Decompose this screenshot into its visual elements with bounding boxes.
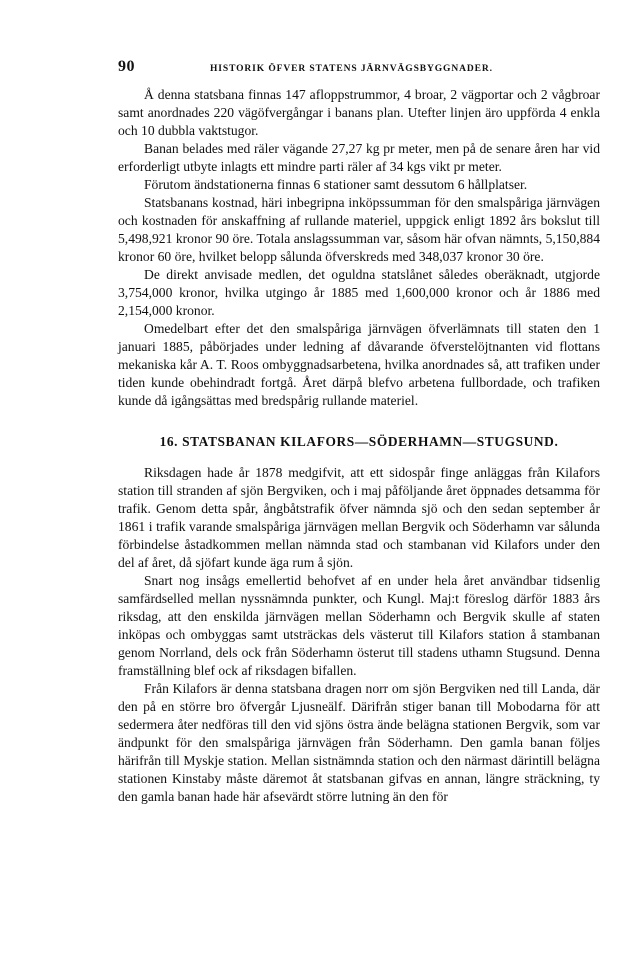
- paragraph-stations: Förutom ändstationerna finnas 6 stationer samt dessutom 6 hållplatser.: [144, 177, 528, 192]
- paragraph-culverts-bridges: Å denna statsbana finnas 147 afloppstrummor, 4 broar, 2 vägportar och 2 vågbroar samt anordnades 220 vägöfvergångar i banans plan. Utefter linjen äro uppförda 4 enkla och 10 dubbla vaktstugor.: [118, 87, 600, 138]
- running-head: HISTORIK ÖFVER STATENS JÄRNVÄGSBYGGNADER.: [210, 64, 493, 74]
- section-heading: 16. STATSBANAN KILAFORS—SÖDERHAMN—STUGSUND.: [159, 434, 559, 449]
- paragraph-rails: Banan belades med räler vägande 27,27 kg pr meter, men på de senare åren har vid erforderligt utbyte inlagts ett mindre parti räler af 34 kgs vikt pr meter.: [118, 141, 600, 174]
- paragraph-riksdag-1883: Snart nog insågs emellertid behofvet af en under hela året användbar tidsenlig samfärdselled mellan nyssnämnda punkter, och Kungl. Maj:t föreslog därför 1883 års riksdag, att den enskilda järnvägen mellan Söderhamn och Bergvik skulle af staten inköpas och ombyggas samt utsträckas dels västerut till Kilafors station å stambanan genom Norrland, dels ock från Söderhamn österut till stadens uthamn Stugsund. Denna framställning blef ock af riksdagen bifallen.: [118, 573, 600, 678]
- paragraph-funds: De direkt anvisade medlen, det oguldna statslånet således oberäknadt, utgjorde 3,754,000 kronor, hvilka utgingo år 1885 med 1,600,000 kronor och år 1886 med 2,154,000 kronor.: [118, 267, 600, 318]
- paragraph-reconstruction: Omedelbart efter det den smalspåriga järnvägen öfverlämnats till staten den 1 januari 1885, påbörjades under ledning af dåvarande öfverstelöjtnanten vid flottans mekaniska kår A. T. Roos ombyggnadsarbetena, hvilka anordnades så, att trafiken under tiden kunde obehindradt fortgå. Året därpå blefvo arbetena fullbordade, och trafiken kunde då igångsättas med bredspårig rullande materiel.: [118, 321, 600, 408]
- page-number: 90: [118, 58, 135, 75]
- paragraph-riksdagen-1878: Riksdagen hade år 1878 medgifvit, att ett sidospår finge anläggas från Kilafors station till stranden af sjön Bergviken, och i maj påföljande året öppnades detsamma för trafik. Genom detta spår, ångbåtstrafik öfver nämnda sjö och den sedan september år 1861 i trafik varande smalspåriga järnvägen mellan Bergvik och Söderhamn var sålunda förbindelse åstadkommen mellan nämnda stad och stambanan vid Kilafors under den del af året, då sjöfart kunde äga rum å sjön.: [118, 465, 600, 570]
- paragraph-costs: Statsbanans kostnad, häri inbegripna inköpssumman för den smalspåriga järnvägen och kostnaden för anskaffning af rullande materiel, uppgick enligt 1892 års bokslut till 5,498,921 kronor 90 öre. Totala anslagssumman var, såsom här ofvan nämnts, 5,150,884 kronor 60 öre, hvilket belopp sålunda öfverskreds med 348,037 kronor 30 öre.: [118, 195, 600, 264]
- paragraph-route: Från Kilafors är denna statsbana dragen norr om sjön Bergviken ned till Landa, där den på en större bro öfvergår Ljusneälf. Därifrån stiger banan till Mobodarna för att sedermera åter nedföras till den vid sjöns östra ände belägna stationen Bergvik, som var ändpunkt för den smalspåriga järnvägen från Söderhamn. Den gamla banan följes härifrån till Myskje station. Mellan sistnämnda station och den närmast därintill belägna stationen Kinstaby måste däremot åt statsbanan gifvas en annan, längre sträckning, ty den gamla banan hade här afsevärdt större lutning än den för: [118, 681, 600, 804]
- body-text: [118, 86, 600, 806]
